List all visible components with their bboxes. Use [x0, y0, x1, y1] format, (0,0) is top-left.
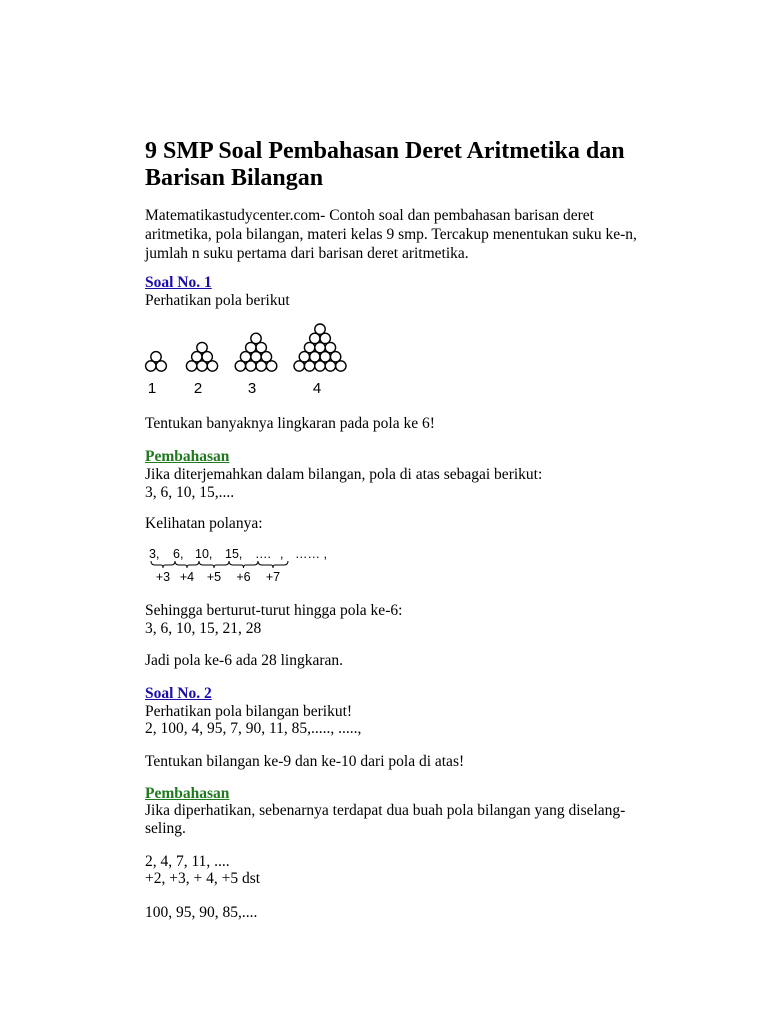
pattern-circle	[197, 361, 207, 371]
difference-brace	[229, 561, 258, 568]
sequence-difference-diagram	[145, 544, 365, 588]
sequence-difference: +5	[206, 570, 222, 584]
sequence-term: ,	[280, 547, 284, 561]
pattern-circle	[256, 361, 266, 371]
pembahasan-2-line-1: Jika diperhatikan, sebenarnya terdapat dua buah pola bilangan yang diselang-	[145, 802, 626, 819]
intro-line-3: jumlah n suku pertama dari barisan deret aritmetika.	[145, 245, 469, 262]
pattern-circle	[186, 361, 196, 371]
sequence-difference: +4	[179, 570, 195, 584]
pembahasan-2-line-3: 2, 4, 7, 11, ....	[145, 853, 230, 870]
figure-label: 2	[193, 380, 203, 397]
pattern-circle	[325, 361, 335, 371]
pembahasan-2-line-2: seling.	[145, 820, 186, 837]
pembahasan-1-line-1: Jika diterjemahkan dalam bilangan, pola di atas sebagai berikut:	[145, 466, 543, 483]
pattern-circle	[207, 361, 217, 371]
figure-label: 4	[312, 380, 322, 397]
pattern-circle	[294, 361, 304, 371]
soal-1-question: Tentukan banyaknya lingkaran pada pola ke 6!	[145, 415, 435, 432]
pembahasan-1-line-3: Kelihatan polanya:	[145, 515, 263, 532]
pembahasan-2-heading[interactable]: Pembahasan	[145, 785, 230, 802]
sequence-term: 10,	[195, 547, 213, 561]
sequence-difference: +7	[265, 570, 281, 584]
pattern-circle	[304, 361, 314, 371]
soal-2-prompt: Perhatikan pola bilangan berikut!	[145, 703, 353, 720]
circle-pattern-figure	[140, 322, 350, 400]
soal-2-question: Tentukan bilangan ke-9 dan ke-10 dari pola di atas!	[145, 753, 465, 770]
pattern-circle	[336, 361, 346, 371]
sequence-term: 3,	[149, 547, 160, 561]
page-title: 9 SMP Soal Pembahasan Deret Aritmetika dan Barisan Bilangan	[145, 138, 625, 191]
pattern-circle	[246, 361, 256, 371]
intro-line-2: aritmetika, pola bilangan, materi kelas 9 smp. Tercakup menentukan suku ke-n,	[145, 226, 637, 243]
soal-1-heading[interactable]: Soal No. 1	[145, 274, 212, 291]
difference-brace	[258, 561, 288, 568]
pattern-circle	[156, 361, 166, 371]
pembahasan-2-line-4: +2, +3, + 4, +5 dst	[145, 870, 261, 887]
soal-1-prompt: Perhatikan pola berikut	[145, 292, 290, 309]
difference-brace	[151, 561, 175, 568]
sequence-difference: +3	[155, 570, 171, 584]
pembahasan-1-line-5: 3, 6, 10, 15, 21, 28	[145, 620, 262, 637]
sequence-term: ….	[255, 547, 271, 561]
pembahasan-1-line-6: Jadi pola ke-6 ada 28 lingkaran.	[145, 652, 343, 669]
sequence-term: 6,	[173, 547, 184, 561]
difference-brace	[199, 561, 229, 568]
pattern-circle	[146, 361, 156, 371]
pembahasan-2-line-5: 100, 95, 90, 85,....	[145, 904, 258, 921]
figure-label: 3	[247, 380, 257, 397]
pattern-circle	[235, 361, 245, 371]
sequence-term: …… ,	[295, 547, 327, 561]
difference-brace	[175, 561, 199, 568]
pembahasan-1-heading[interactable]: Pembahasan	[145, 448, 230, 465]
intro-line-1: Matematikastudycenter.com- Contoh soal dan pembahasan barisan deret	[145, 207, 594, 224]
pembahasan-1-line-2: 3, 6, 10, 15,....	[145, 484, 235, 501]
pembahasan-1-line-4: Sehingga berturut-turut hingga pola ke-6:	[145, 602, 403, 619]
figure-label: 1	[147, 380, 157, 397]
sequence-term: 15,	[225, 547, 243, 561]
pattern-circle	[266, 361, 276, 371]
soal-2-heading[interactable]: Soal No. 2	[145, 685, 212, 702]
sequence-difference: +6	[236, 570, 251, 584]
soal-2-sequence: 2, 100, 4, 95, 7, 90, 11, 85,....., .....,	[145, 720, 362, 737]
pattern-circle	[315, 361, 325, 371]
